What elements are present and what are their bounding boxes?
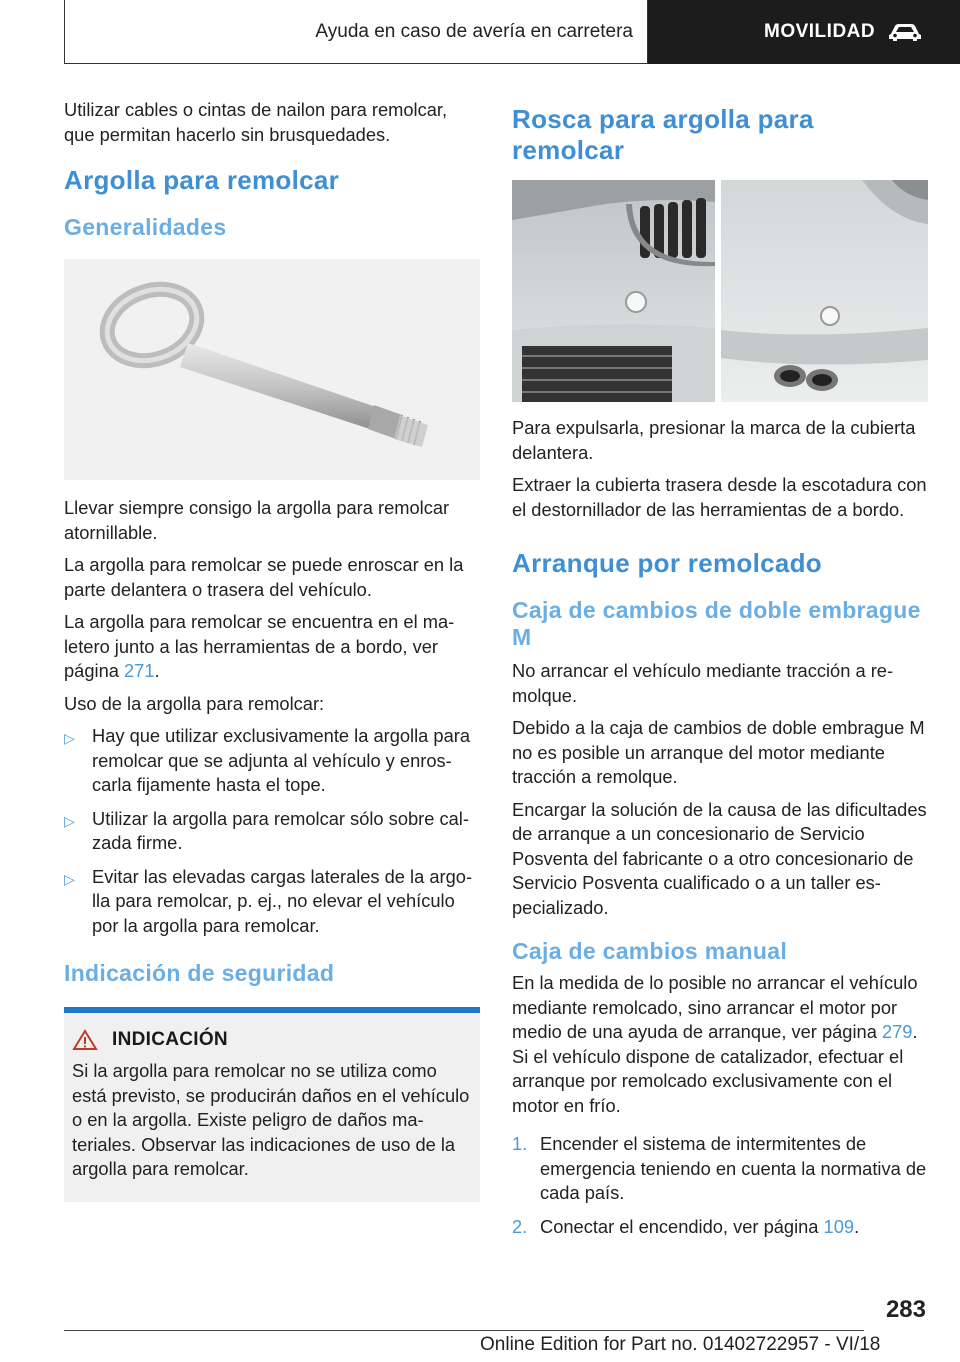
- chapter-title: Ayuda en caso de avería en carretera: [315, 20, 633, 42]
- triangle-bullet-icon: ▷: [64, 730, 75, 746]
- heading-general: Generalidades: [64, 214, 227, 240]
- page-number: 283: [885, 1296, 926, 1323]
- steps-list: [512, 1132, 928, 1239]
- header-chapter-box: [64, 0, 648, 64]
- warning-title: INDICACIÓN: [112, 1029, 228, 1050]
- heading-towing-eye: Argolla para remolcar: [64, 165, 340, 195]
- page-link-109[interactable]: 109: [823, 1215, 855, 1237]
- triangle-bullet-icon: ▷: [64, 812, 75, 829]
- list-item: ▷ Hay que utilizar exclusivamente la argolla para remolcar que se adjunta al vehículo y enroscarla fijamente hasta el tope.: [64, 724, 480, 798]
- warning-text: Si la argolla para remolcar no se utiliza como está previsto, se producirán daños en el vehículo o en la argolla. Existe peligro de daños materiales. Observar las indicaciones de uso de la argolla para remolcar.: [72, 1060, 470, 1179]
- paragraph-carry-eye: Llevar siempre consigo la argolla para remolcar atornillable.: [64, 497, 450, 543]
- paragraph-manual: En la medida de lo posible no arrancar el vehículo mediante remolcado, sino arrancar el motor por medio de una ayuda de arranque, ver página 279. Si el vehículo dispone de catalizador, efectuar el arranque por remolcado exclusivamente con el motor en frío.: [512, 972, 918, 1116]
- paragraph-no-tow-start: No arrancar el vehículo mediante tracción a remolque.: [512, 660, 894, 706]
- header-section-box: [648, 0, 960, 64]
- heading-manual: Caja de cambios manual: [512, 938, 788, 964]
- heading-thread: Rosca para argolla para remolcar: [512, 104, 814, 165]
- heading-safety: Indicación de seguridad: [64, 960, 335, 986]
- warning-box: [64, 1007, 480, 1202]
- list-item: 1. Encender el sistema de intermitentes de emergencia teniendo en cuenta la normativa de cada país.: [512, 1133, 927, 1203]
- right-column: [512, 98, 928, 1248]
- intro-text: Utilizar cables o cintas de nailon para remolcar, que permitan hacerlo sin brusquedades.: [64, 99, 448, 145]
- bumper-illustration: [512, 180, 928, 402]
- paragraph-usage: Uso de la argolla para remolcar:: [64, 692, 325, 714]
- list-item: ▷ Evitar las elevadas cargas laterales de la argolla para remolcar, p. ej., no elevar el vehículo por la argolla para remolcar.: [64, 865, 480, 939]
- heading-dct: Caja de cambios de doble embrague M: [512, 597, 921, 650]
- paragraph-service: Encargar la solución de la causa de las dificultades de arranque a un concesionario de Servicio Posventa del fabricante o a otro concesionario de Servicio Posventa cualificado o a un taller especializado.: [512, 798, 927, 918]
- towing-eye-illustration: [64, 259, 480, 480]
- section-title: MOVILIDAD: [764, 21, 876, 42]
- triangle-bullet-icon: ▷: [64, 870, 75, 887]
- paragraph-remove-cover: Extraer la cubierta trasera desde la escotadura con el destornillador de las herramientas de a bordo.: [512, 474, 927, 520]
- paragraph-press-mark: Para expulsarla, presionar la marca de la cubierta delantera.: [512, 417, 916, 463]
- left-column: [64, 98, 480, 1202]
- car-icon: [887, 22, 923, 42]
- warning-triangle-icon: [72, 1029, 98, 1051]
- paragraph-location: La argolla para remolcar se encuentra en el maletero junto a las herramientas de a bordo, ver página 271.: [64, 611, 455, 681]
- online-edition: Online Edition for Part no. 01402722957 - VI/18: [480, 1334, 881, 1355]
- warning-title-row: [72, 1029, 470, 1051]
- towing-eye-figure: [64, 259, 480, 480]
- list-item: ▷ Utilizar la argolla para remolcar sólo sobre calzada firme.: [64, 807, 480, 856]
- bumper-figure: [512, 180, 928, 402]
- usage-list: [64, 724, 480, 938]
- footer-divider: [64, 1330, 864, 1331]
- page-link-271[interactable]: 271: [123, 660, 155, 681]
- heading-tow-start: Arranque por remolcado: [512, 548, 822, 578]
- paragraph-screw-in: La argolla para remolcar se puede enroscar en la parte delantera o trasera del vehículo.: [64, 554, 464, 600]
- paragraph-dct-reason: Debido a la caja de cambios de doble embrague M no es posible un arranque del motor mediante tracción a remolque.: [512, 717, 925, 787]
- page-link-279[interactable]: 279: [881, 1021, 913, 1042]
- list-item: 2. Conectar el encendido, ver página 109.: [512, 1215, 860, 1237]
